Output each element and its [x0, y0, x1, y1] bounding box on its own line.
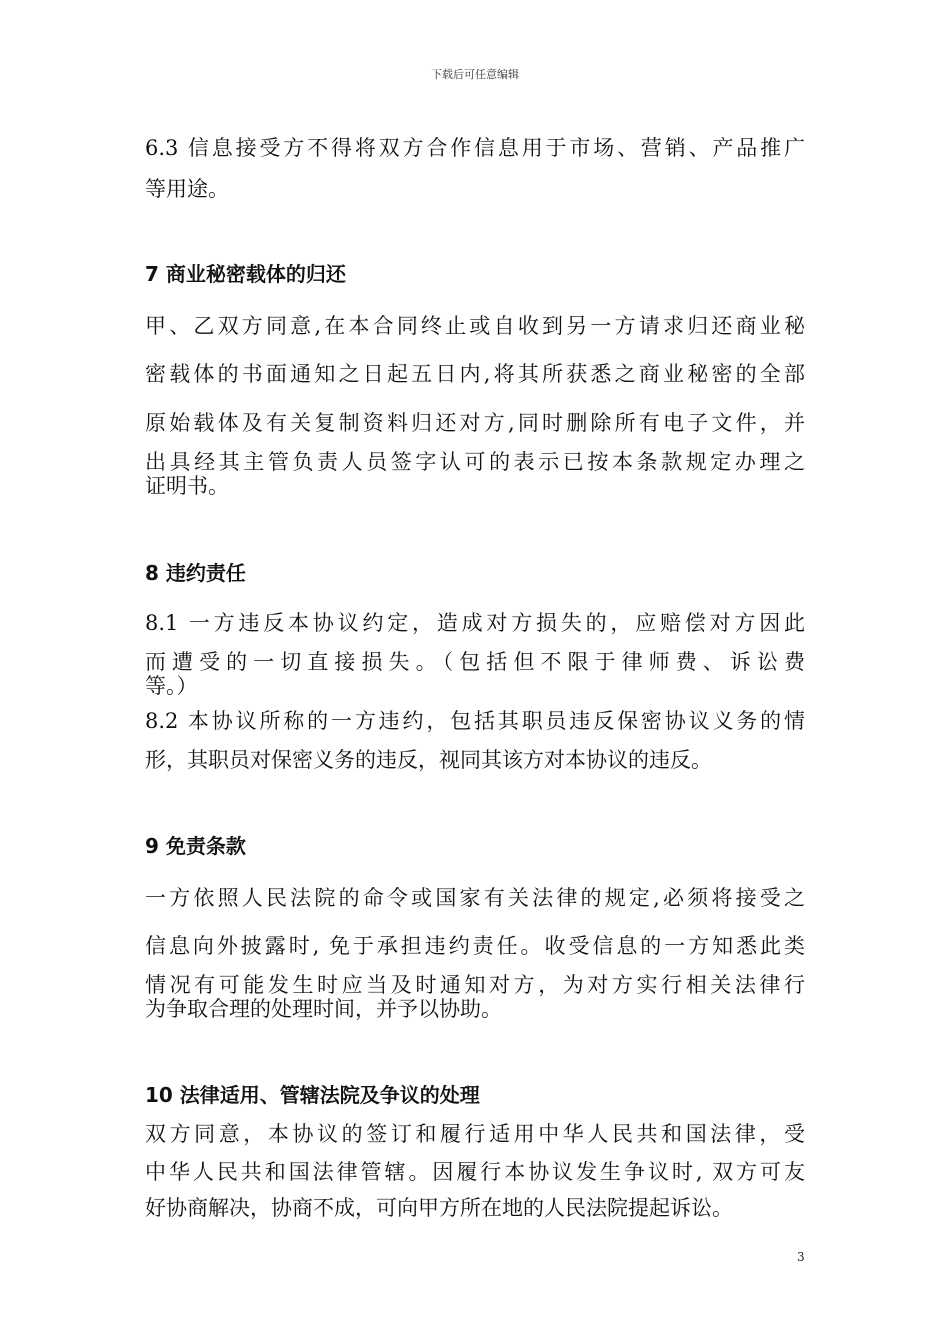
- section-8-line-4: 8.2 本协议所称的一方违约，包括其职员违反保密协议义务的情: [145, 709, 805, 733]
- section-7-heading: 7 商业秘密载体的归还: [145, 262, 346, 286]
- section-7-line-3: 原始载体及有关复制资料归还对方,同时删除所有电子文件，并: [145, 411, 805, 435]
- section-9-line-1: 一方依照人民法院的命令或国家有关法律的规定,必须将接受之: [145, 886, 805, 910]
- section-7-line-4: 出具经其主管负责人员签字认可的表示已按本条款规定办理之: [145, 450, 805, 474]
- section-10-line-3: 好协商解决，协商不成，可向甲方所在地的人民法院提起诉讼。: [145, 1196, 733, 1220]
- page-number: 3: [797, 1250, 805, 1264]
- section-7-line-1: 甲、乙双方同意,在本合同终止或自收到另一方请求归还商业秘: [145, 314, 805, 338]
- clause-6-3-line-1: 6.3 信息接受方不得将双方合作信息用于市场、营销、产品推广: [145, 136, 805, 160]
- page-header: 下载后可任意编辑: [431, 68, 519, 81]
- section-10-heading: 10 法律适用、管辖法院及争议的处理: [145, 1083, 480, 1107]
- section-10-line-2: 中华人民共和国法律管辖。因履行本协议发生争议时, 双方可友: [145, 1160, 805, 1184]
- section-9-line-2: 信息向外披露时, 免于承担违约责任。收受信息的一方知悉此类: [145, 934, 805, 958]
- section-8-line-5: 形，其职员对保密义务的违反，视同其该方对本协议的违反。: [145, 748, 712, 772]
- section-10-line-1: 双方同意，本协议的签订和履行适用中华人民共和国法律，受: [145, 1122, 805, 1146]
- section-8-line-2: 而遭受的一切直接损失。（包括但不限于律师费、诉讼费: [145, 650, 805, 674]
- section-9-line-3: 情况有可能发生时应当及时通知对方，为对方实行相关法律行: [145, 973, 805, 997]
- section-9-line-4: 为争取合理的处理时间，并予以协助。: [145, 997, 502, 1021]
- section-9-heading: 9 免责条款: [145, 834, 246, 858]
- section-7-line-2: 密载体的书面通知之日起五日内,将其所获悉之商业秘密的全部: [145, 362, 805, 386]
- clause-6-3-line-2: 等用途。: [145, 177, 229, 201]
- section-7-line-5: 证明书。: [145, 474, 229, 498]
- section-8-line-1: 8.1 一方违反本协议约定，造成对方损失的，应赔偿对方因此: [145, 611, 805, 635]
- section-8-line-3: 等。）: [145, 674, 198, 698]
- section-8-heading: 8 违约责任: [145, 561, 246, 585]
